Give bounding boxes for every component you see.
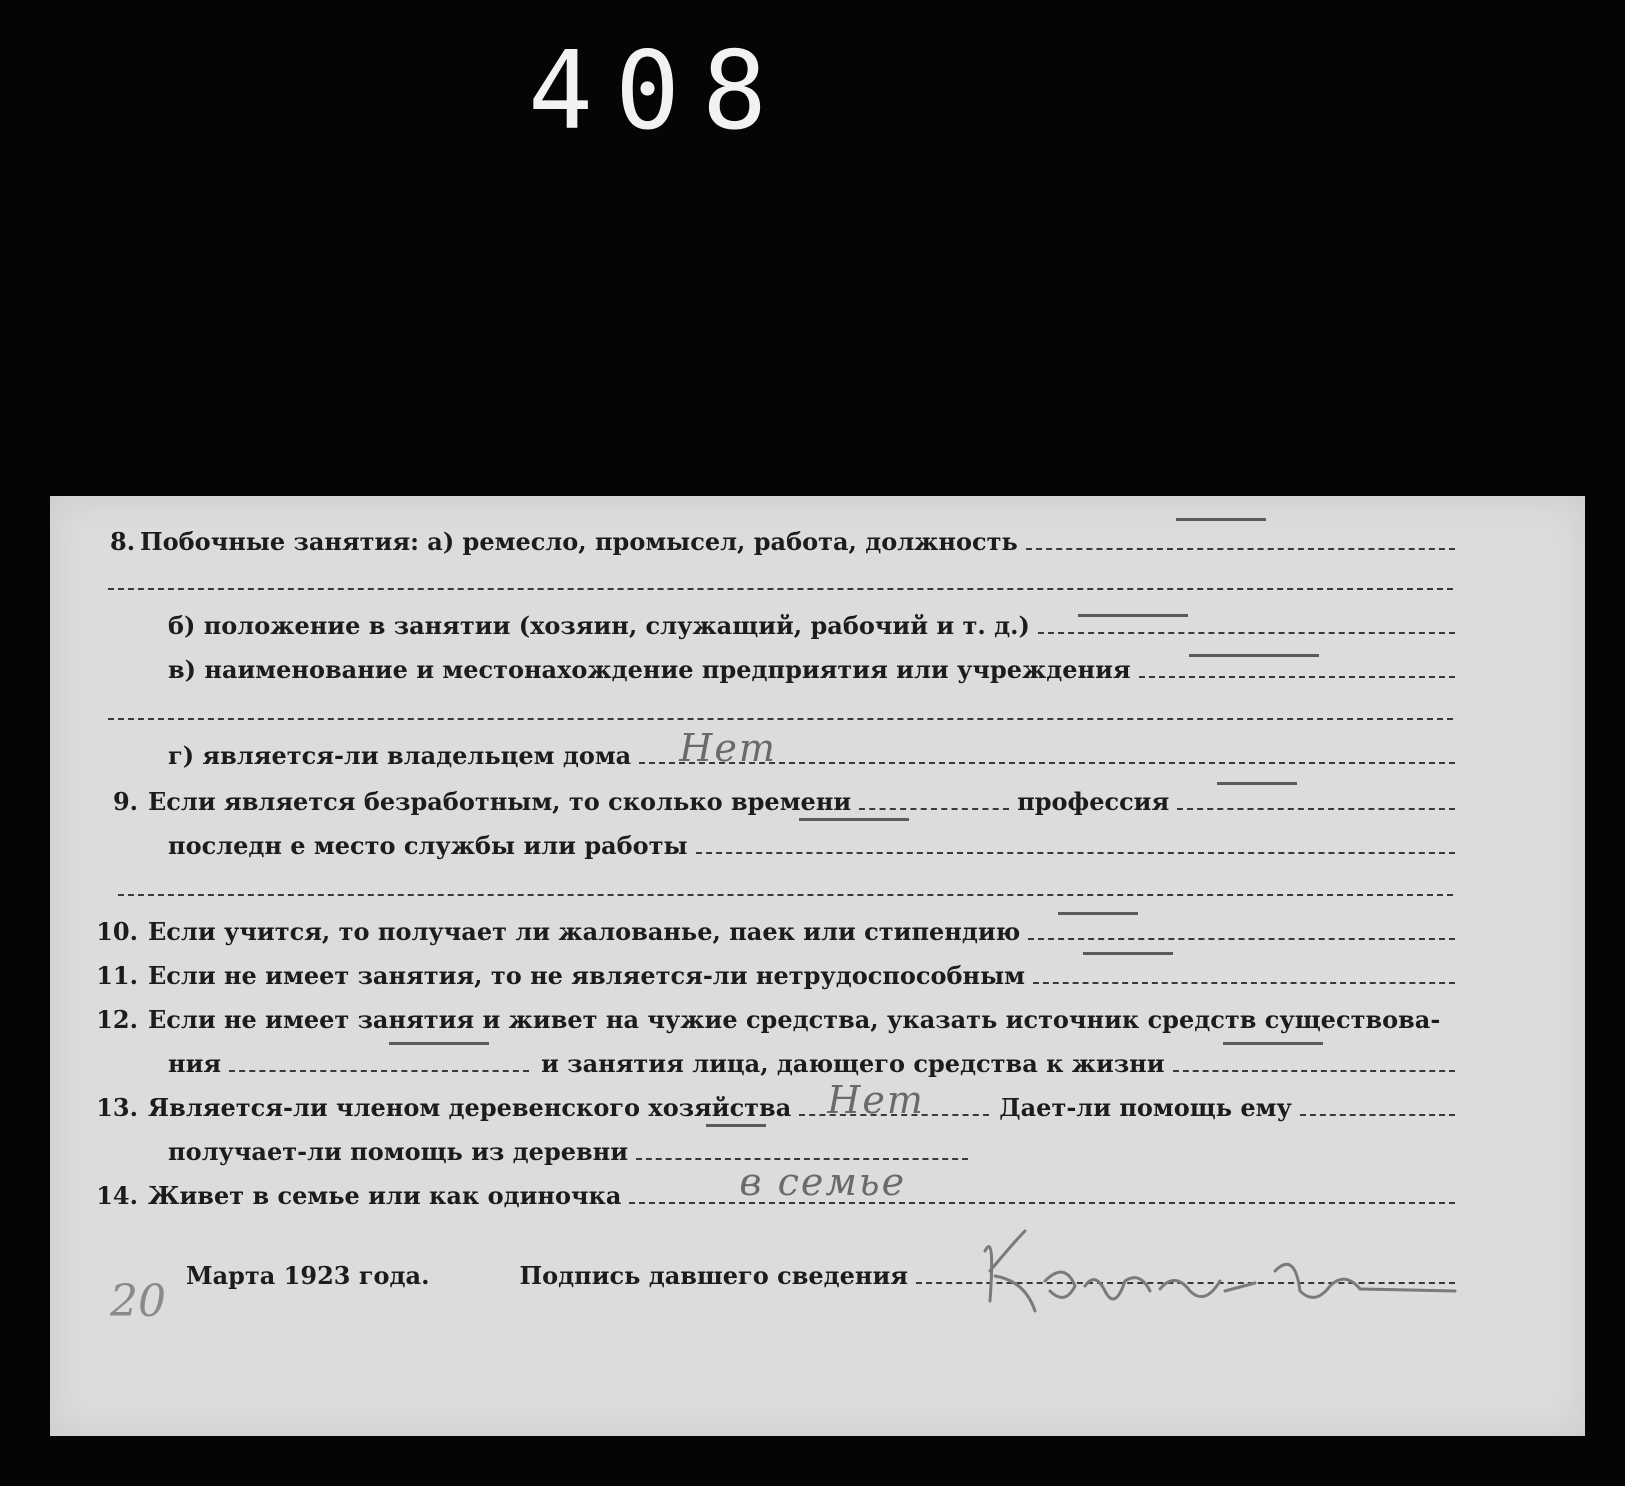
question-10-text: Если учится, то получает ли жалованье, паек или стипендию	[148, 917, 1021, 946]
question-8g-handwritten-answer: Нет	[679, 726, 777, 770]
questionnaire-card	[50, 496, 1585, 1436]
question-8-number: 8.	[110, 527, 136, 556]
question-12-source-line	[229, 1050, 529, 1072]
question-14-handwritten-answer: в семье	[739, 1160, 907, 1204]
question-12-continuation-row	[168, 1044, 1455, 1078]
question-12-text-part2b: и занятия лица, дающего средства к жизни	[541, 1049, 1165, 1078]
date-day-handwritten: 20	[110, 1276, 166, 1327]
question-10-row	[86, 912, 1455, 946]
question-10-answer-line	[1028, 918, 1455, 940]
question-13-text: Является-ли членом деревенского хозяйства	[148, 1093, 792, 1122]
frame-number: 408	[528, 29, 790, 154]
question-12-number: 12.	[96, 1005, 138, 1034]
question-11-text: Если не имеет занятия, то не является-ли нетрудоспособным	[148, 961, 1026, 990]
question-14-number: 14.	[96, 1181, 138, 1210]
question-9-profession-label: профессия	[1017, 787, 1170, 816]
question-8-row	[110, 522, 1455, 556]
question-9-last-job-line	[696, 832, 1455, 854]
question-8-text: Побочные занятия: а) ремесло, промысел, работа, должность	[140, 527, 1018, 556]
question-11-row	[86, 956, 1455, 990]
question-8b-text: б) положение в занятии (хозяин, служащий, рабочий и т. д.)	[168, 611, 1030, 640]
question-9-time-line	[859, 788, 1009, 810]
question-13-handwritten-answer: Нет	[827, 1078, 925, 1122]
question-13-row	[86, 1078, 1455, 1122]
question-9-last-job-text: последн е место службы или работы	[168, 831, 688, 860]
question-8b-row	[168, 606, 1455, 640]
question-14-answer-line	[629, 1160, 1455, 1204]
question-8g-row	[168, 726, 1455, 770]
question-11-answer-line	[1033, 962, 1455, 984]
question-8v-continuation-line	[108, 718, 1453, 720]
question-13-answer-line	[799, 1078, 989, 1122]
question-9-profession-line	[1177, 788, 1455, 810]
question-8v-text: в) наименование и местонахождение предприятия или учреждения	[168, 655, 1131, 684]
question-13-receives-line	[636, 1138, 968, 1160]
question-9-continuation-line	[118, 894, 1453, 896]
question-8g-answer-line	[639, 726, 1455, 770]
question-9-number: 9.	[112, 787, 138, 816]
question-9-row	[86, 782, 1455, 816]
question-8a-answer-line	[1026, 528, 1455, 550]
question-9-last-job-row	[168, 826, 1455, 860]
date-text: Марта 1923 года.	[186, 1261, 430, 1290]
question-13-help-line	[1300, 1094, 1455, 1116]
question-11-number: 11.	[96, 961, 138, 990]
question-8v-row	[168, 650, 1455, 684]
question-13-number: 13.	[96, 1093, 138, 1122]
question-12-text: Если не имеет занятия и живет на чужие средства, указать источник средств существова-	[148, 1005, 1441, 1034]
question-13-receives-text: получает-ли помощь из деревни	[168, 1137, 629, 1166]
question-8v-answer-line	[1139, 656, 1455, 678]
question-12-person-line	[1173, 1050, 1456, 1072]
question-14-text: Живет в семье или как одиночка	[148, 1181, 622, 1210]
question-9-text: Если является безработным, то сколько времени	[148, 787, 852, 816]
signature-label: Подпись давшего сведения	[519, 1261, 909, 1290]
question-10-number: 10.	[96, 917, 138, 946]
question-12-row	[86, 1000, 1455, 1034]
question-8a-continuation-line	[108, 588, 1453, 590]
question-8g-text: г) является-ли владельцем дома	[168, 741, 632, 770]
question-8b-answer-line	[1038, 612, 1455, 634]
question-14-row	[86, 1160, 1455, 1210]
question-13-help-label: Дает-ли помощь ему	[999, 1093, 1292, 1122]
question-12-text-part2a: ния	[168, 1049, 222, 1078]
handwritten-signature	[955, 1211, 1475, 1331]
